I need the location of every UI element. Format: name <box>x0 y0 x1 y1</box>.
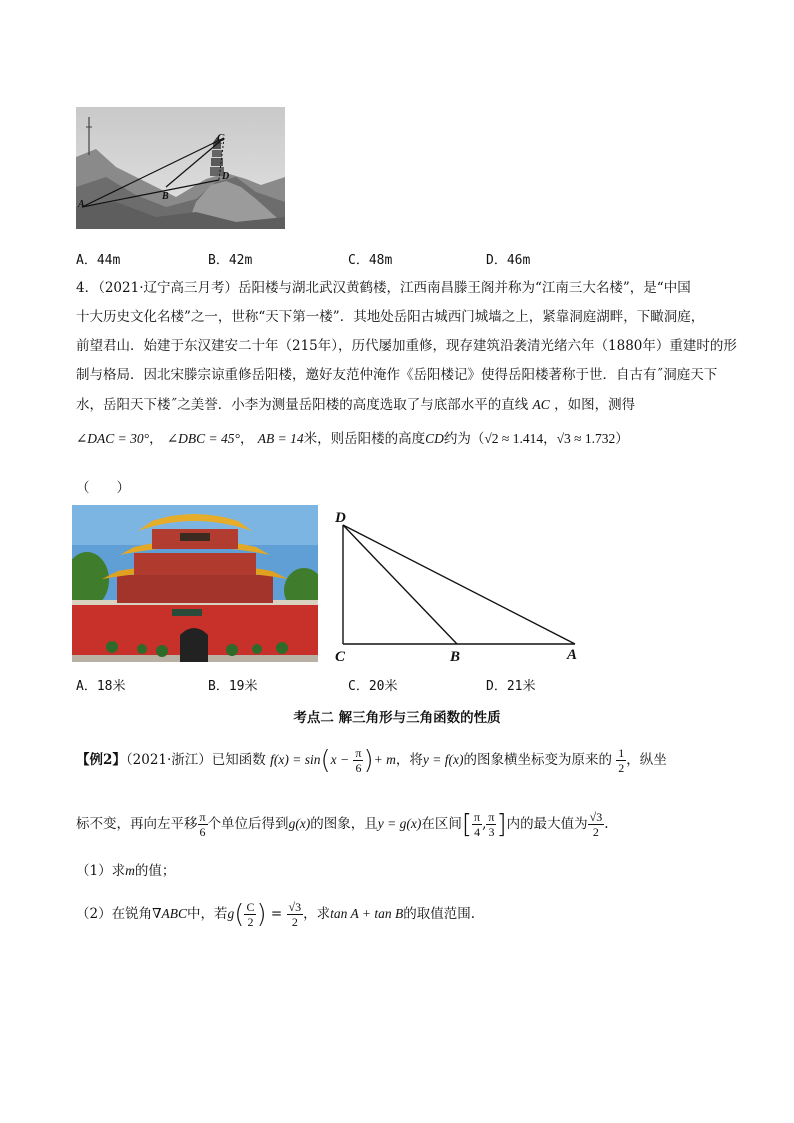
q3-option-d[interactable]: D．46m <box>486 253 531 268</box>
q4-line-5 <box>76 390 726 420</box>
segment-db <box>343 525 457 644</box>
example-2-text-2: 的图象横坐标变为原来的 <box>463 752 612 768</box>
segment-da <box>343 525 575 644</box>
triangle-diagram-svg <box>330 505 590 670</box>
paren-left: ( <box>320 745 331 776</box>
diagram-label-d: D <box>335 510 346 526</box>
q1-m: m <box>125 863 135 878</box>
frac-num-c: C <box>246 900 255 914</box>
q4-line-6-text-b: 约为（ <box>443 431 485 447</box>
pi-over-3 <box>486 810 496 839</box>
diagram-label-a: A <box>567 647 578 663</box>
q3-option-c[interactable]: C．48m <box>348 253 393 268</box>
q4-angle-dbc: ∠DBC = 45° <box>166 431 240 446</box>
frac-num-root3-b: √3 <box>288 900 302 914</box>
example-2-func-inner: x − <box>330 752 350 767</box>
yueyang-tower-svg <box>72 505 318 662</box>
q2-paren-left: ( <box>234 899 245 930</box>
q4-close-paren: ） <box>615 431 629 447</box>
frac-num-pi-2: π <box>199 810 206 824</box>
q4-sqrt3: √3 ≈ 1.732 <box>556 431 616 446</box>
photo-label-a: A <box>78 199 85 210</box>
photo-label-d: D <box>222 171 230 182</box>
pi-over-6 <box>353 746 363 775</box>
q2-equals: = <box>270 906 283 922</box>
q4-option-a[interactable]: A．18米 <box>76 679 126 694</box>
pagoda-photo <box>76 107 285 229</box>
section-heading: 考点二 解三角形与三角函数的性质 <box>293 710 501 726</box>
q4-sqrt2: √2 ≈ 1.414 <box>484 431 544 446</box>
diagram-label-b: B <box>450 649 461 665</box>
c-over-2 <box>244 900 256 929</box>
q1-suffix: 的值； <box>134 863 176 879</box>
root3-over-2 <box>588 810 605 839</box>
example-2-source: （2021·浙江）已知函数 <box>125 752 266 768</box>
triangle-diagram <box>330 505 590 670</box>
frac-num-pi: π <box>355 746 362 760</box>
frac-den-4: 4 <box>474 825 481 839</box>
q4-ab: AB = 14 <box>257 431 304 446</box>
q4-option-c[interactable]: C．20米 <box>348 679 398 694</box>
q2-prefix: （2）在锐角 <box>76 906 153 922</box>
q2-paren-right: ) <box>256 899 267 930</box>
q4-line-6-text: 米，则岳阳楼的高度 <box>303 431 426 447</box>
q2-triangle: ∇ABC <box>152 906 188 921</box>
frac-num-root3: √3 <box>589 810 603 824</box>
q3-option-b[interactable]: B．42m <box>208 253 253 268</box>
example-2-ygx: y = g(x) <box>377 816 422 831</box>
bracket-right: ] <box>496 809 507 840</box>
q4-line-2: 十大历史文化名楼”之一，世称“天下第一楼”．其地处岳阳古城西门城墙之上，紧靠洞庭湖畔，下瞰洞庭， <box>76 309 705 325</box>
q4-line-3: 前望君山．始建于东汉建安二十年（215年），历代屡加重修，现存建筑沿袭清光绪六年（1880年）重建时的形 <box>76 338 737 354</box>
example-2-line-2d: 在区间 <box>421 816 462 832</box>
q4-line-6: ∠DAC = 30°， ∠DBC = 45°， AB = 14米，则岳阳楼的高度CD约为（√2 ≈ 1.414，√3 ≈ 1.732） <box>76 431 629 447</box>
q4-line-4: 制与格局．因北宋滕宗谅重修岳阳楼，邀好友范仲淹作《岳阳楼记》使得岳阳楼著称于世．自古有˝洞庭天下 <box>76 367 718 383</box>
example-2-text-3: ，纵坐 <box>626 752 667 768</box>
example-2-tag: 【例2】 <box>76 752 126 768</box>
frac-den-2-b: 2 <box>592 825 599 839</box>
example-2-line-2c: 的图象，且 <box>310 816 378 832</box>
example-2-plus-m: + m <box>373 752 396 767</box>
example-2-question-1 <box>76 859 175 879</box>
frac-den-2-d: 2 <box>291 915 298 929</box>
q4-line-5-tail: ，如图，测得 <box>554 397 636 413</box>
example-2-line-2: 标不变，再向左平移 $\frac{\pi}{6}$ 个单位后得到g(x)的图象，且y = g(x)在区间[ $\frac{\pi}{4}$ , $\frac{\pi}{3}$ ]内的最大值为 $\frac{√3}{2}$ . <box>76 809 609 840</box>
diagram-label-c: C <box>335 649 346 665</box>
question-4 <box>76 274 737 454</box>
example-2-yfx: y = f(x) <box>422 752 464 767</box>
shift-pi-over-6 <box>198 810 208 839</box>
pi-over-4 <box>472 810 482 839</box>
example-2-period: . <box>604 816 609 832</box>
q4-option-b[interactable]: B．19米 <box>208 679 258 694</box>
frac-num-pi-4: π <box>488 810 495 824</box>
q2-root3-over-2 <box>287 900 304 929</box>
example-2-question-2 <box>76 896 475 933</box>
frac-den-6: 6 <box>355 761 362 775</box>
q2-tan-sum: tan A + tan B <box>330 906 404 921</box>
example-2-line-1 <box>76 742 667 779</box>
example-2-line-2a: 标不变，再向左平移 <box>76 816 198 832</box>
example-2-func: f(x) = sin <box>270 752 321 767</box>
q4-option-d[interactable]: D．21米 <box>486 679 536 694</box>
bracket-left: [ <box>461 809 473 840</box>
frac-den-2-c: 2 <box>247 915 254 929</box>
frac-num-pi-3: π <box>474 810 481 824</box>
one-half <box>616 746 626 775</box>
q1-prefix: （1）求 <box>76 863 126 879</box>
q4-answer-blank: （ ） <box>76 480 130 496</box>
q2-text-if: 中，若 <box>187 906 228 922</box>
paren-right: ) <box>363 745 374 776</box>
example-2-gx: g(x) <box>288 816 311 831</box>
q4-angle-dac: ∠DAC = 30° <box>76 431 150 446</box>
photo-label-c: C <box>217 132 225 144</box>
q2-g: g <box>227 906 235 921</box>
example-2-line-2b: 个单位后得到 <box>207 816 289 832</box>
q4-line-1: 4．（2021·辽宁高三月考）岳阳楼与湖北武汉黄鹤楼，江西南昌滕王阁并称为“江南三大名楼”，是“中国 <box>76 280 691 296</box>
pagoda-photo-svg <box>76 107 285 229</box>
yueyang-tower-photo <box>72 505 318 662</box>
q3-option-a[interactable]: A．44m <box>76 253 121 268</box>
q2-text-find: ，求 <box>303 906 331 922</box>
frac-num-1: 1 <box>618 746 625 760</box>
q4-line-5-text: 水，岳阳天下楼˝之美誉．小李为测量岳阳楼的高度选取了与底部水平的直线 <box>76 397 529 413</box>
frac-den-6-2: 6 <box>199 825 206 839</box>
q2-suffix: 的取值范围. <box>403 906 476 922</box>
q4-cd: CD <box>425 431 444 446</box>
frac-den-3: 3 <box>488 825 495 839</box>
photo-label-b: B <box>162 191 169 202</box>
q4-ac: AC <box>532 397 550 412</box>
frac-den-2: 2 <box>618 761 625 775</box>
example-2-text-1: ，将 <box>395 752 423 768</box>
example-2-line-2e: 内的最大值为 <box>506 816 588 832</box>
